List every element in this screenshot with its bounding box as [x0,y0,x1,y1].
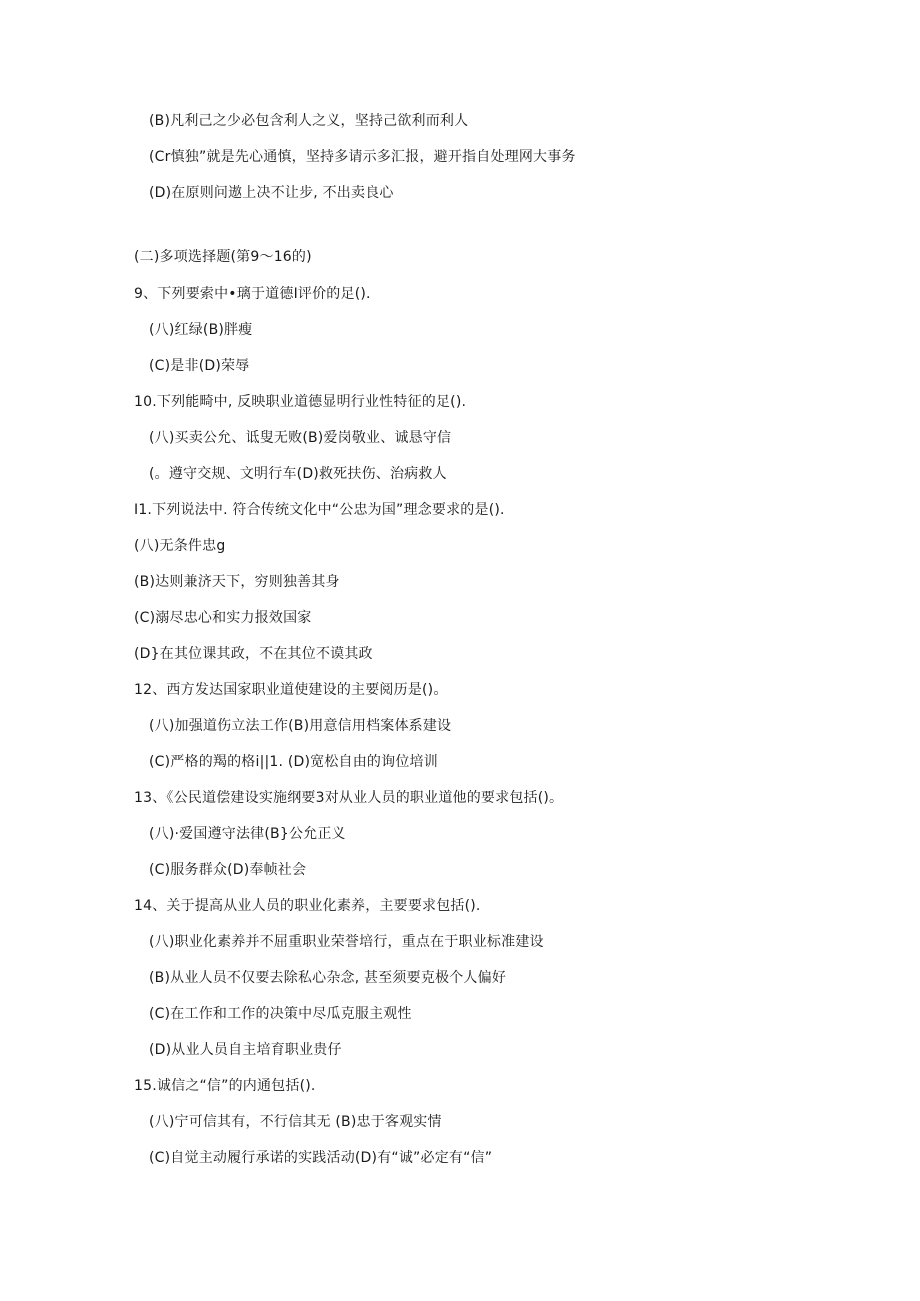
section-heading: (二)多项选择题(第9〜16的) [134,249,312,265]
option-line: (D)在原则问遨上决不让步, 不出卖良心 [149,185,394,201]
option-line: (八)红绿(B)胖瘦 [149,322,253,338]
option-line: (D}在其位课其政，不在其位不谟其政 [134,646,373,662]
option-line: (C)自觉主动履行承诺的实践活动(D)有“诚”必定有“信” [149,1150,493,1166]
option-line: (八)·爱国遵守法律(B}公允正义 [149,826,346,842]
question-line: 15.诚信之“信”的内通包括(). [134,1078,316,1094]
question-line: I1.下列说法中. 符合传统文化中“公忠为国”理念要求的是(). [134,502,505,518]
option-line: (B)凡利己之少必包含利人之义，坚持己欲利而利人 [149,113,469,129]
option-line: (八)买卖公允、诋叟无败(B)爱岗敬业、诚恳守信 [149,430,452,446]
question-line: 12、西方发达国家职业道使建设的主要阅历是()。 [134,682,448,698]
option-line: (C)是非(D)荣辱 [149,358,250,374]
option-line: (B)达则兼济天下，穷则独善其身 [134,574,340,590]
option-line: (。遵守交规、文明行车(D)救死扶伤、治病救人 [149,466,447,482]
option-line: (B)从业人员不仅要去除私心杂念, 甚至须要克极个人偏好 [149,970,507,986]
option-line: (D)从业人员自主培育职业贵仔 [149,1042,342,1058]
option-line: (C)服务群众(D)奉帧社会 [149,862,307,878]
option-line: (八)加强道伤立法工作(B)用意信用档案体系建设 [149,718,452,734]
option-line: (Cr慎独”就是先心通慎，坚持多请示多汇报，避开指自处理网大事务 [149,149,576,165]
option-line: (八)职业化素养并不屈重职业荣誉培行，重点在于职业标准建设 [149,934,544,950]
question-line: 13、《公民道偿建设实施纲要3对从业人员的职业道他的要求包括()。 [134,790,564,806]
question-line: 14、关于提高从业人员的职业化素养，主要要求包括(). [134,898,481,914]
option-line: (C)溺尽忠心和实力报效国家 [134,610,312,626]
option-line: (C)严格的羯的格i||1. (D)宽松自由的询位培训 [149,754,438,770]
question-line: 10.下列能畸中, 反映职业道德显明行业性特征的足(). [134,394,467,410]
option-line: (八)无条件忠g [134,538,226,554]
question-line: 9、下列要索中•璃于道德I评价的足(). [134,286,371,302]
option-line: (C)在工作和工作的决策中尽瓜克服主观性 [149,1006,412,1022]
option-line: (八)宁可信其有，不行信其无 (B)忠于客观实情 [149,1114,442,1130]
